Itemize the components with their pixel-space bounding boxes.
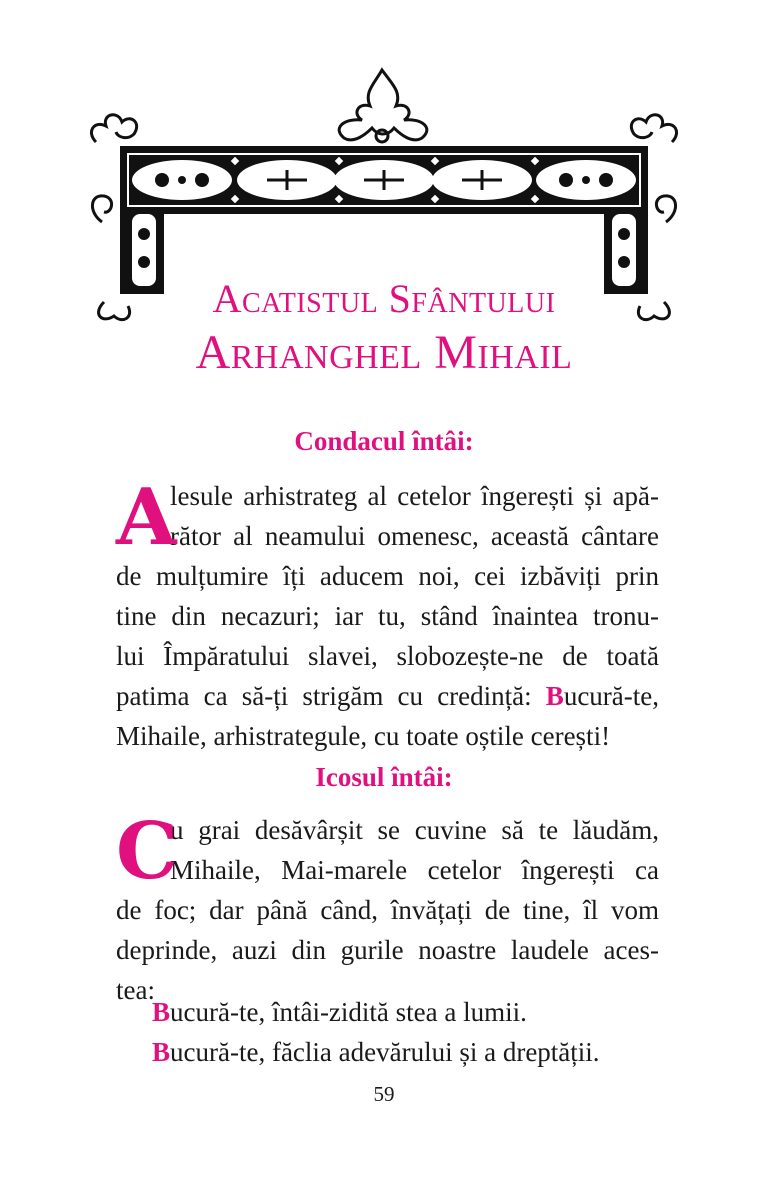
title-line-2: Arhanghel Mihail <box>195 326 573 379</box>
condac-paragraph <box>116 472 659 756</box>
verse-list <box>116 992 600 1072</box>
rubric-initial: B <box>545 681 564 711</box>
verse-line <box>116 1032 600 1072</box>
text-fragment: patima ca să-ți strigăm cu credință: <box>116 681 546 711</box>
text-line: u grai desăvârșit se cuvine să te lăudăm, <box>170 815 659 845</box>
verse-line <box>116 992 600 1032</box>
rubric-initial: B <box>152 997 171 1027</box>
icos-paragraph <box>116 806 659 1010</box>
text-line: tine din necazuri; iar tu, stând înaintea tronu- <box>116 601 659 631</box>
text-line <box>116 676 659 716</box>
verse-text: ucură-te, făclia adevărului și a dreptății. <box>170 1037 600 1067</box>
verse-text: ucură-te, întâi-zidită stea a lumii. <box>170 997 527 1027</box>
text-line: Mihaile, arhistrategule, cu toate oștile cerești! <box>116 721 611 751</box>
text-line: deprinde, auzi din gurile noastre laudele aces- <box>116 935 659 965</box>
drop-cap: A <box>116 472 177 563</box>
title-line-1: Acatistul Sfântului <box>212 276 556 321</box>
text-line: lesule arhistrateg al cetelor îngerești și apă- <box>170 481 659 511</box>
text-line: rător al neamului omenesc, această cântare <box>170 521 659 551</box>
text-line: tea: <box>116 975 155 1005</box>
text-line: Mihaile, Mai-marele cetelor îngerești ca <box>170 855 659 885</box>
drop-cap: C <box>116 806 179 897</box>
text-fragment: ucură-te, <box>563 681 659 711</box>
text-line: lui Împăratului slavei, slobozește-ne de toată <box>116 641 659 671</box>
text-line: de foc; dar până când, învățați de tine, îl vom <box>116 895 659 925</box>
condac-heading: Condacul întâi: <box>294 426 474 456</box>
page-number: 59 <box>373 1082 395 1106</box>
rubric-initial: B <box>152 1037 171 1067</box>
icos-heading: Icosul întâi: <box>315 762 453 792</box>
text-line: de mulțumire îți aducem noi, cei izbăviți prin <box>116 561 659 591</box>
